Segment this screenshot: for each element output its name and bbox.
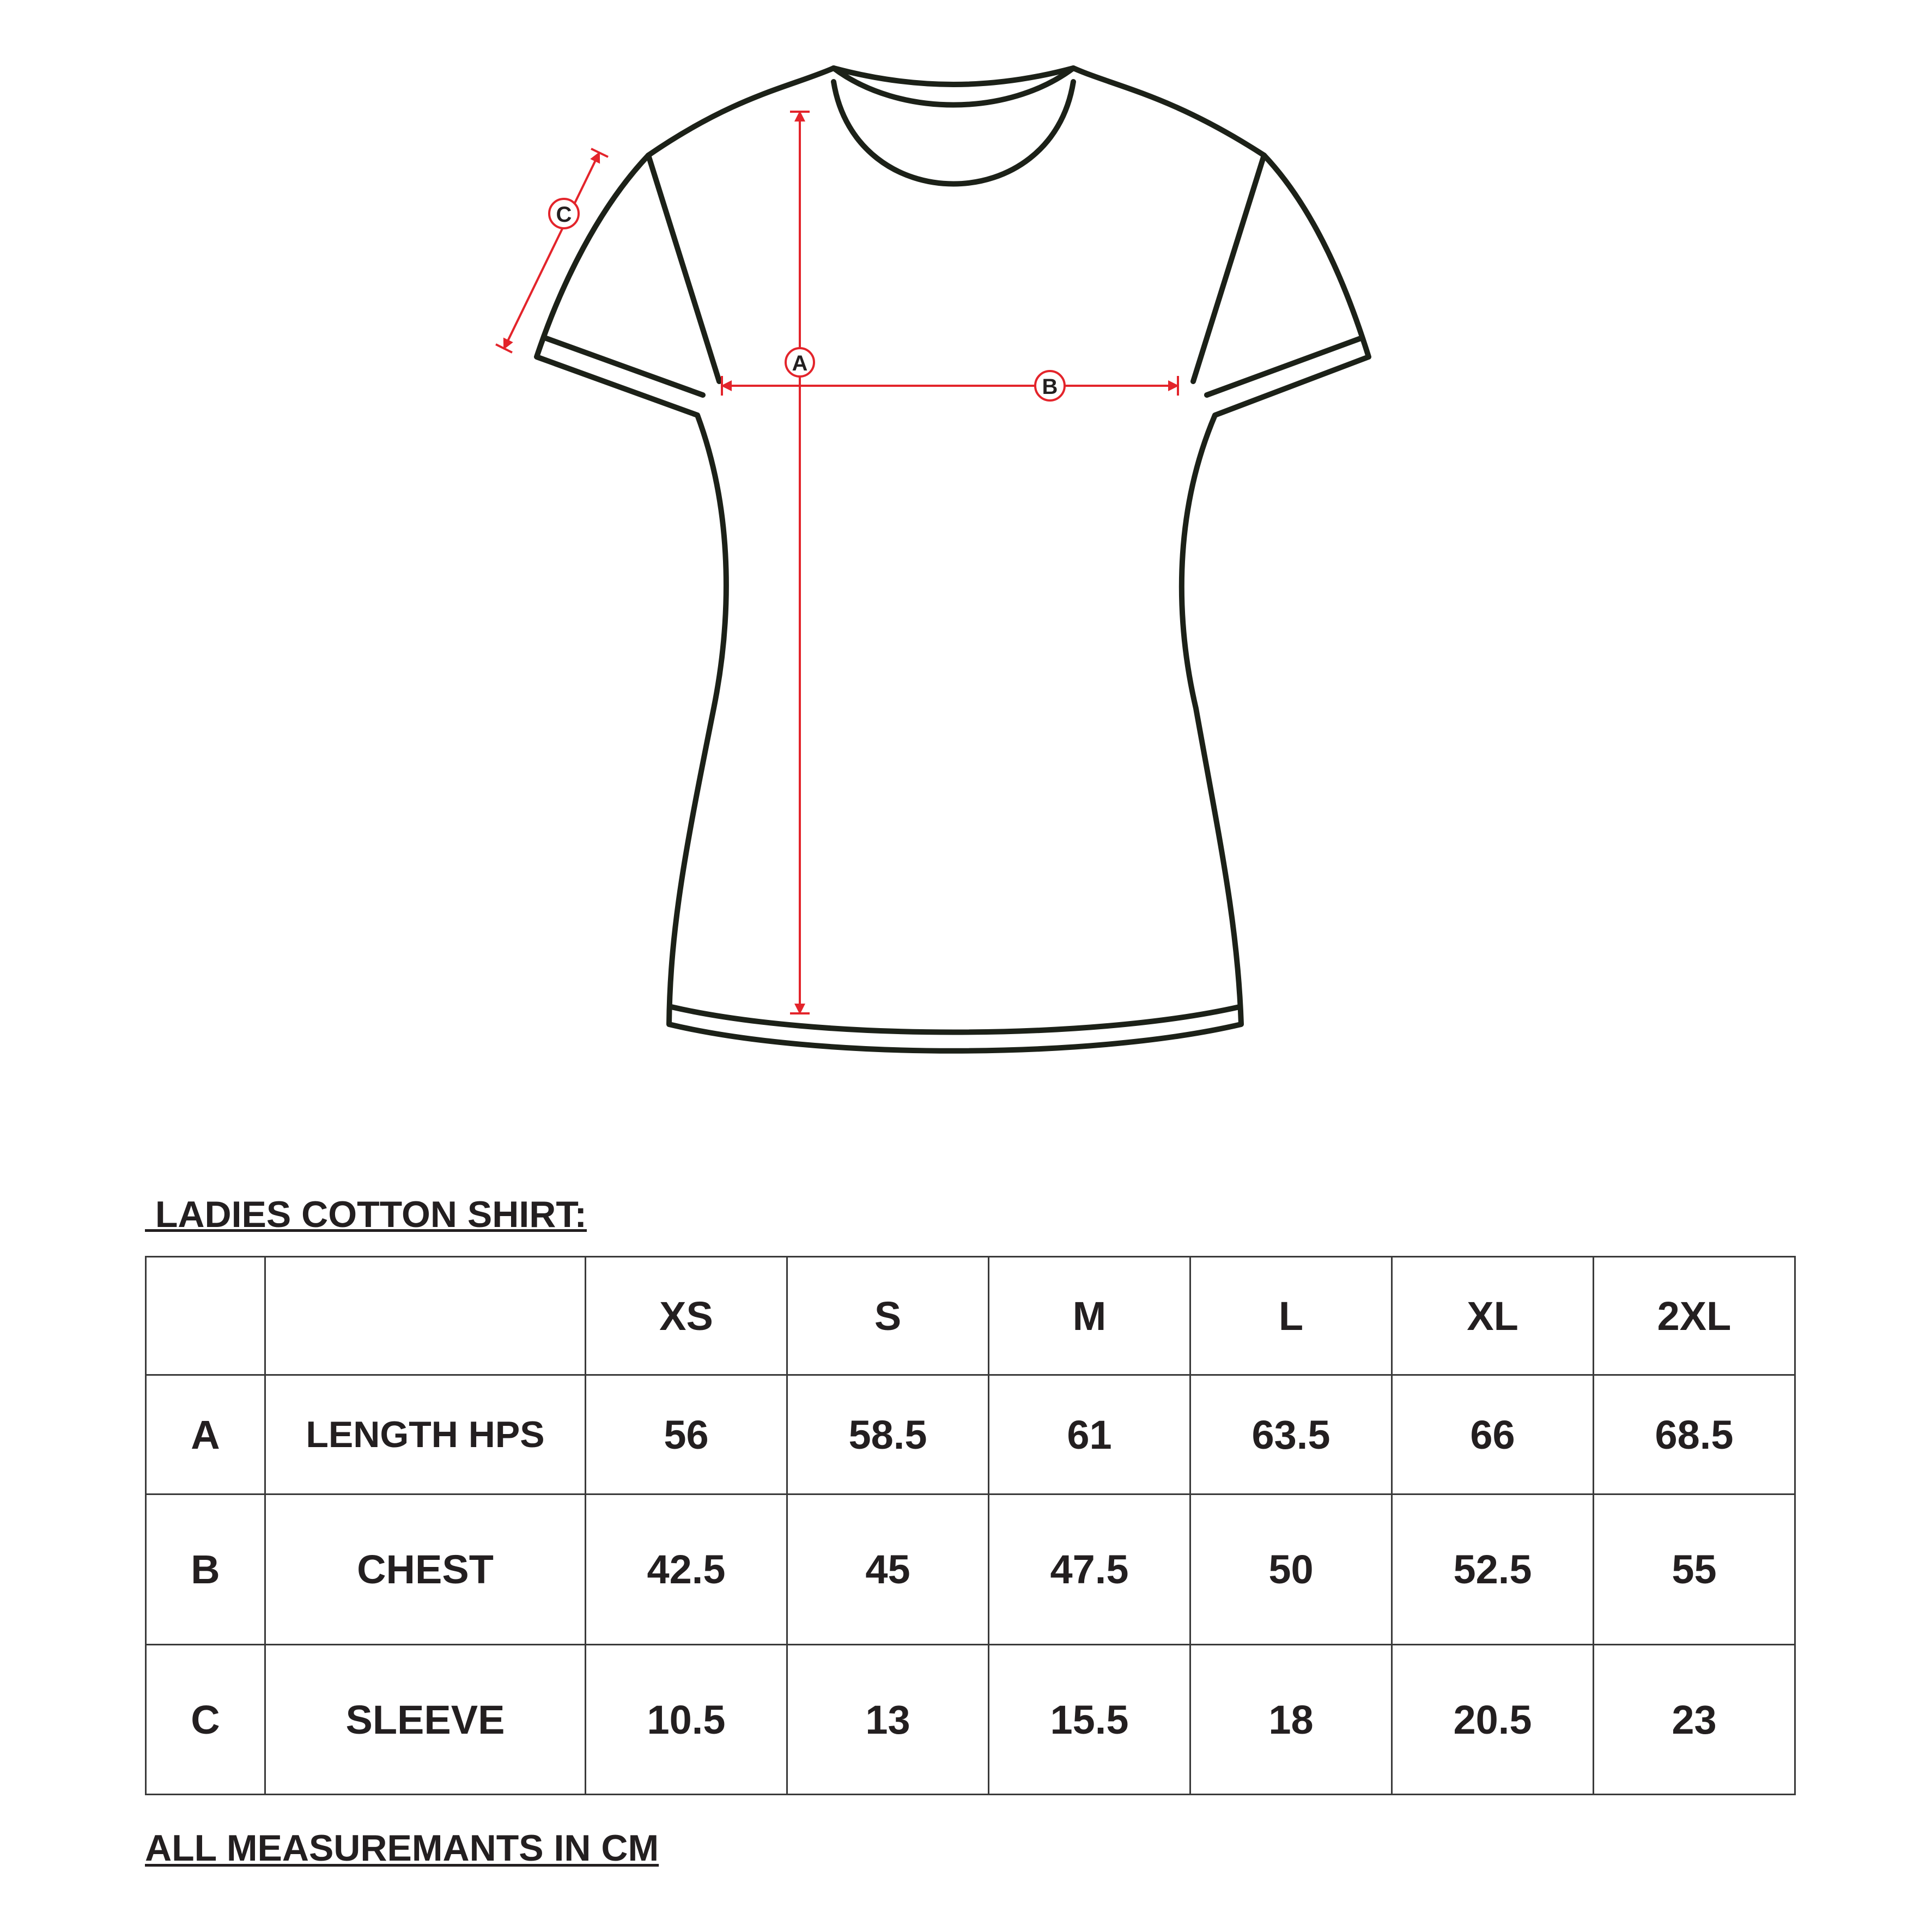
table-cell: 13 (787, 1645, 989, 1795)
table-cell: 23 (1594, 1645, 1795, 1795)
row-code: B (146, 1494, 265, 1645)
marker-b (1035, 371, 1065, 400)
table-cell: 52.5 (1392, 1494, 1594, 1645)
row-label: SLEEVE (265, 1645, 586, 1795)
tshirt-outline (537, 68, 1369, 1051)
measurement-unit-note: ALL MEASUREMANTS IN CM (145, 1827, 659, 1869)
table-row (146, 1375, 1795, 1494)
header-size: L (1190, 1257, 1392, 1375)
table-cell: 15.5 (989, 1645, 1190, 1795)
measurement-lines (496, 112, 1178, 1013)
size-chart-table (145, 1256, 1796, 1795)
header-size: 2XL (1594, 1257, 1795, 1375)
table-cell: 20.5 (1392, 1645, 1594, 1795)
table-cell: 55 (1594, 1494, 1795, 1645)
table-header-row (146, 1257, 1795, 1375)
header-empty-label (265, 1257, 586, 1375)
table-cell: 42.5 (586, 1494, 787, 1645)
table-title: LADIES COTTON SHIRT: (145, 1194, 587, 1235)
hem-band (671, 1007, 1240, 1032)
table-cell: 10.5 (586, 1645, 787, 1795)
table-cell: 47.5 (989, 1494, 1190, 1645)
svg-text:C: C (556, 203, 572, 227)
row-code: A (146, 1375, 265, 1494)
table-cell: 45 (787, 1494, 989, 1645)
header-empty-code (146, 1257, 265, 1375)
table-cell: 56 (586, 1375, 787, 1494)
row-label: CHEST (265, 1494, 586, 1645)
neckline-inner (834, 82, 1073, 184)
left-sleeve-seam (648, 155, 719, 381)
svg-text:A: A (792, 351, 808, 375)
table-cell: 50 (1190, 1494, 1392, 1645)
header-size: S (787, 1257, 989, 1375)
table-row (146, 1645, 1795, 1795)
table-cell: 68.5 (1594, 1375, 1795, 1494)
marker-c (549, 199, 579, 228)
table-cell: 18 (1190, 1645, 1392, 1795)
table-cell: 61 (989, 1375, 1190, 1494)
svg-text:B: B (1042, 375, 1058, 399)
table-cell: 63.5 (1190, 1375, 1392, 1494)
right-sleeve-seam (1193, 155, 1264, 381)
header-size: XL (1392, 1257, 1594, 1375)
marker-a (786, 348, 814, 376)
row-code: C (146, 1645, 265, 1795)
table-cell: 58.5 (787, 1375, 989, 1494)
header-size: M (989, 1257, 1190, 1375)
table-cell: 66 (1392, 1375, 1594, 1494)
table-row (146, 1494, 1795, 1645)
row-label: LENGTH HPS (265, 1375, 586, 1494)
header-size: XS (586, 1257, 787, 1375)
